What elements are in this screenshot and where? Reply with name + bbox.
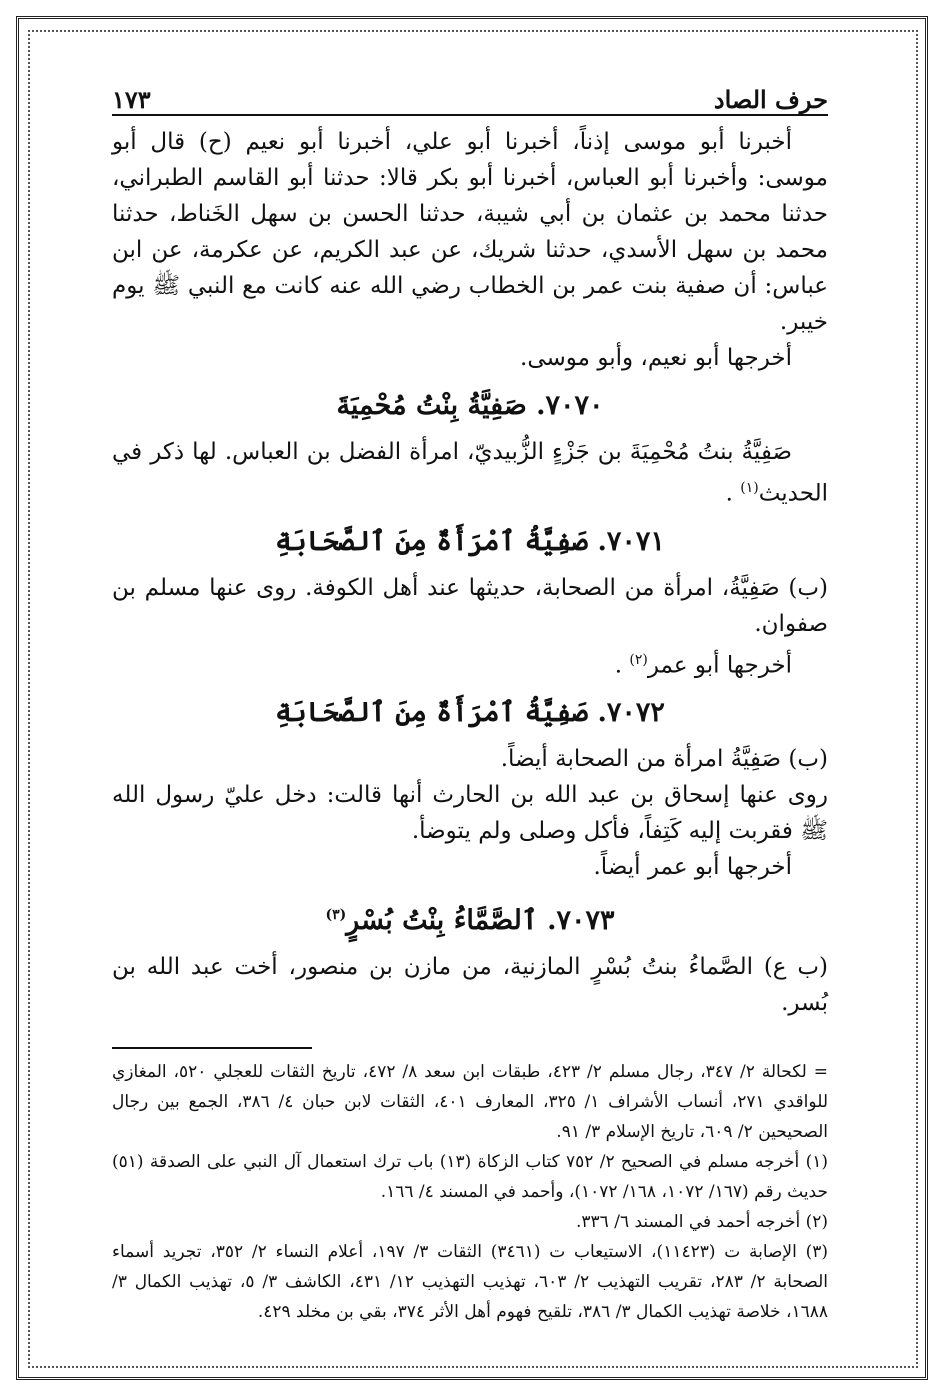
main-text (112, 124, 828, 1021)
entry-7070 (112, 388, 828, 512)
entry-text: صَفِيَّةُ بنتُ مُحْمِيَةَ بن جَزْءٍ الزُّبيديّ، امرأة الفضل بن العباس. لها ذكر في الحديث (112, 439, 828, 507)
footnote: (٢) أخرجه أحمد في المسند ٦/ ٣٣٦. (576, 1212, 828, 1233)
footnote-mark: (٣) (325, 907, 347, 924)
entry-7073 (112, 897, 828, 1021)
entry-title: ٧٠٧١. صَفِيَّةُ ٱمْرَأَةٌ مِنَ ٱلصَّحَابَةِ (275, 525, 665, 557)
footnote: (٣) الإصابة ت (١١٤٢٣)، الاستيعاب ت (٣٤٦١) الثقات ٣/ ١٩٧، أعلام النساء ٢/ ٣٥٢، تجريد أسماء الصحابة ٢/ ٢٨٣، تقريب التهذيب ٢/ ٦٠٣، تهذيب التهذيب ١٢/ ٤٣١، الكاشف ٣/ ٥، تهذيب الكمال ٣/ ١٦٨٨، خلاصة تهذيب الكمال ٣/ ٣٨٦، تلقيح فهوم أهل الأثر ٣٧٤، بقي بن مخلد ٤٢٩. (112, 1242, 829, 1323)
entry-paragraph: (ب) صَفِيَّةُ امرأة من الصحابة أيضاً. (500, 746, 828, 773)
takhrij-line: أخرجها أبو عمر$^{(٢)}$ . (614, 651, 792, 679)
page (112, 78, 828, 1348)
footnote-mark: (٢) (629, 651, 648, 668)
entry-paragraph: (ب) صَفِيَّةُ، امرأة من الصحابة، حديثها عند أهل الكوفة. روى عنها مسلم بن صفوان. (112, 574, 828, 637)
entry-title: ٧٠٧٠. صَفِيَّةُ بِنْتُ مُحْمِيَةَ (336, 390, 604, 421)
entry-7071 (112, 524, 828, 684)
entry-7072 (112, 695, 828, 885)
takhrij-text: أخرجها أبو عمر (647, 652, 792, 679)
footnote-rule (112, 1047, 312, 1049)
entry-title (112, 897, 828, 939)
page-number: ١٧٣ (112, 85, 151, 114)
entry-paragraph: صَفِيَّةُ بنتُ مُحْمِيَةَ بن جَزْءٍ الزُّبيديّ، امرأة الفضل بن العباس. لها ذكر في الحديث$^{(١)}$ . (112, 439, 828, 507)
isnad-paragraph: أخبرنا أبو موسى إذناً، أخبرنا أبو علي، أخبرنا أبو نعيم (ح) قال أبو موسى: وأخبرنا أبو العباس، أخبرنا أبو بكر قالا: حدثنا أبو القاسم الطبراني، حدثنا محمد بن عثمان بن أبي شيبة، حدثنا الحسن بن سهل الخَناط، حدثنا محمد بن سهل الأسدي، حدثنا شريك، عن عبد الكريم، عن عكرمة، عن ابن عباس: أن صفية بنت عمر بن الخطاب رضي الله عنه كانت مع النبي ﷺ يوم خيبر. (112, 129, 828, 335)
takhrij-line: أخرجها أبو نعيم، وأبو موسى. (520, 345, 792, 371)
entry-title: ٧٠٧٢. صَفِيَّةُ ٱمْرَأَةٌ مِنَ ٱلصَّحَابَةِ (275, 697, 665, 729)
entry-title-text: ٧٠٧٣. ٱلصَّمَّاءُ بِنْتُ بُسْرٍ (346, 905, 615, 937)
running-header (112, 78, 828, 116)
entry-paragraph: روى عنها إسحاق بن عبد الله بن الحارث أنها قالت: دخل عليّ رسول الله ﷺ فقربت إليه كَتِفاً، فأكل وصلى ولم يتوضأ. (112, 782, 828, 845)
footnote-mark: (١) (740, 480, 759, 496)
entry-paragraph: (ب ع) الصَّماءُ بنتُ بُسْرٍ المازنية، من مازن بن منصور، أخت عبد الله بن بُسر. (112, 954, 828, 1017)
footnotes (112, 1057, 828, 1327)
footnote: = لكحالة ٢/ ٣٤٧، رجال مسلم ٢/ ٤٢٣، طبقات ابن سعد ٨/ ٤٧٢، تاريخ الثقات للعجلي ٥٢٠، المغازي للواقدي ٢٧١، أنساب الأشراف ١/ ٣٢٥، المعارف ٤٠١، الثقات لابن حبان ٤/ ٣٨٦، الجمع بين رجال الصحيحين ٢/ ٦٠٩، تاريخ الإسلام ٣/ ٩١. (112, 1062, 828, 1143)
section-title: حرف الصاد (713, 85, 828, 114)
footnote: (١) أخرجه مسلم في الصحيح ٢/ ٧٥٢ كتاب الزكاة (١٣) باب ترك استعمال آل النبي على الصدقة (٥١) حديث رقم (١٦٧/ ١٠٧٢، ١٦٨/ ١٠٧٢)، وأحمد في المسند ٤/ ١٦٦. (112, 1152, 828, 1203)
takhrij-line: أخرجها أبو عمر أيضاً. (593, 854, 792, 881)
